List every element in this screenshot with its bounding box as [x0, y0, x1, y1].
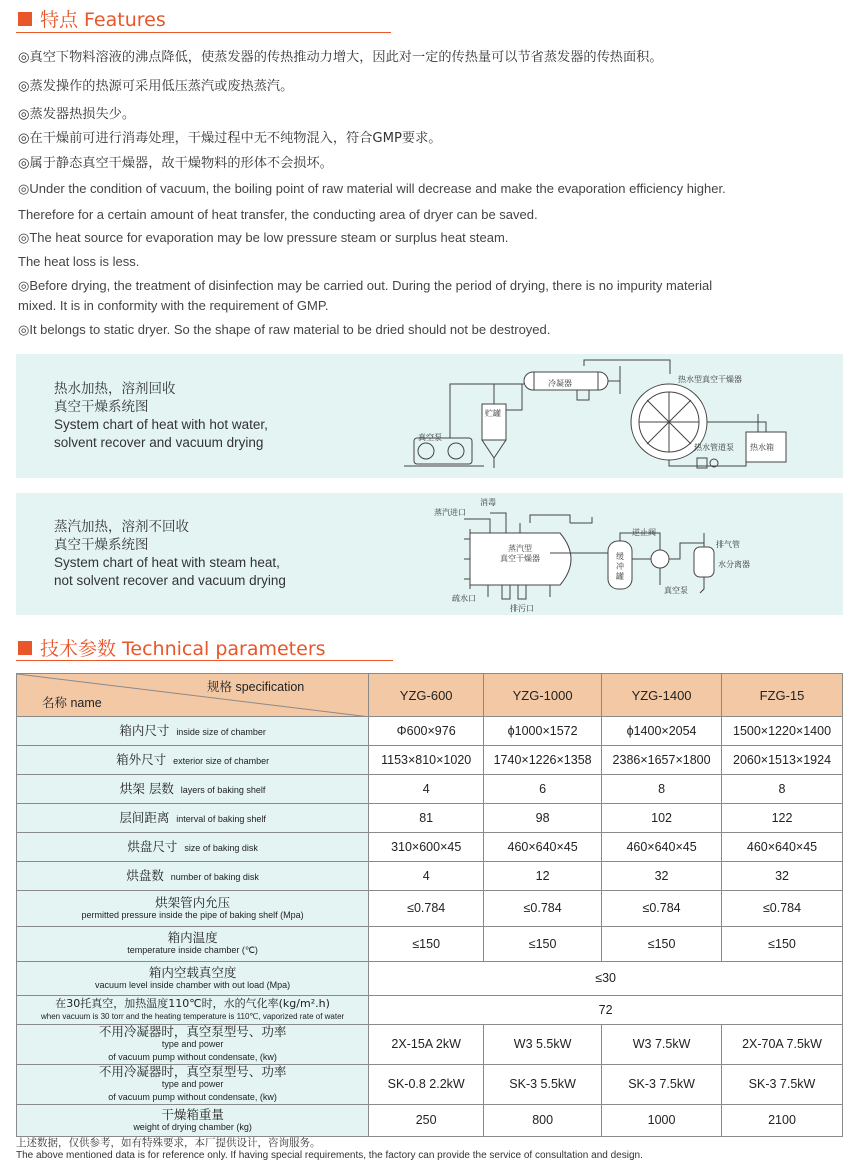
- label-hot-water-tank: 热水箱: [750, 443, 774, 452]
- table-cell: 8: [602, 775, 722, 804]
- section-square-icon: [18, 12, 32, 26]
- chart2-title-en-1: System chart of heat with steam heat,: [54, 555, 280, 570]
- section-square-icon-2: [18, 641, 32, 655]
- label-pipe-pump: 热水管道泵: [694, 443, 734, 452]
- row-label: 烘架管内允压 permitted pressure inside the pipe of baking shelf (Mpa): [17, 891, 369, 927]
- table-cell: ≤150: [484, 927, 602, 962]
- table-cell: 98: [484, 804, 602, 833]
- table-row: [17, 775, 843, 804]
- table-cell: 1500×1220×1400: [722, 717, 843, 746]
- table-cell: SK-3 7.5kW: [722, 1065, 843, 1105]
- table-cell: 2060×1513×1924: [722, 746, 843, 775]
- chart1-diagram: [394, 354, 824, 478]
- label-buffer-1: 缓: [616, 552, 624, 561]
- chart2-title: [54, 518, 286, 590]
- table-cell: ϕ1000×1572: [484, 717, 602, 746]
- table-cell: 32: [722, 862, 843, 891]
- feature-en-2: Therefore for a certain amount of heat transfer, the conducting area of dryer can be saved.: [18, 207, 538, 222]
- table-cell: 2386×1657×1800: [602, 746, 722, 775]
- label-exhaust: 排气管: [716, 540, 740, 549]
- table-cell: 1740×1226×1358: [484, 746, 602, 775]
- table-row: [17, 927, 843, 962]
- row-label: 干燥箱重量 weight of drying chamber (kg): [17, 1105, 369, 1137]
- label-disinfect: 消毒: [480, 498, 496, 507]
- label-tank: 贮罐: [485, 409, 501, 418]
- spec-table: [16, 673, 843, 1137]
- table-cell: 4: [369, 775, 484, 804]
- table-row: [17, 833, 843, 862]
- feature-zh-1: ◎真空下物料溶液的沸点降低，使蒸发器的传热推动力增大，因此对一定的传热量可以节省蒸发器的传热面积。: [18, 50, 663, 65]
- table-corner-cell: [17, 674, 369, 717]
- table-row: [17, 1105, 843, 1137]
- model-header: YZG-600: [369, 674, 484, 717]
- row-label: 箱外尺寸 exterior size of chamber: [17, 746, 369, 775]
- feature-en-3: ◎The heat source for evaporation may be low pressure steam or surplus heat steam.: [18, 230, 509, 245]
- table-cell: 460×640×45: [484, 833, 602, 862]
- row-label: 烘盘数 number of baking disk: [17, 862, 369, 891]
- feature-en-7: ◎It belongs to static dryer. So the shape of raw material to be dried should not be destroyed.: [18, 322, 551, 337]
- params-rule: [16, 660, 393, 661]
- label-vacuum-pump-1: 真空泵: [418, 433, 442, 442]
- table-cell: ϕ1400×2054: [602, 717, 722, 746]
- row-label: 不用冷凝器时，真空泵型号、功率 type and power of vacuum pump without condensate, (kw): [17, 1065, 369, 1105]
- table-cell: ≤0.784: [722, 891, 843, 927]
- chart2-diagram: [410, 493, 830, 615]
- table-cell: W3 7.5kW: [602, 1025, 722, 1065]
- label-steam-in: 蒸汽进口: [434, 508, 466, 517]
- label-drain: 疏水口: [452, 594, 476, 603]
- feature-en-4: The heat loss is less.: [18, 254, 140, 269]
- row-label: 箱内温度 temperature inside chamber (℃): [17, 927, 369, 962]
- feature-zh-4: ◎在干燥前可进行消毒处理，干燥过程中无不纯物混入，符合GMP要求。: [18, 131, 442, 146]
- table-cell: ≤0.784: [602, 891, 722, 927]
- corner-name: 名称 name: [42, 696, 102, 710]
- label-separator: 水分离器: [718, 560, 750, 569]
- footnote-en: The above mentioned data is for reference only. If having special requirements, the factory can provide the service of consultation and design.: [16, 1150, 643, 1161]
- chart1-title: [54, 380, 268, 452]
- table-cell: SK-3 7.5kW: [602, 1065, 722, 1105]
- chart2-title-zh-2: 真空干燥系统图: [54, 537, 149, 553]
- table-cell: 460×640×45: [722, 833, 843, 862]
- table-cell: 81: [369, 804, 484, 833]
- chart2-title-en-2: not solvent recover and vacuum drying: [54, 573, 286, 588]
- row-label: 不用冷凝器时，真空泵型号、功率 type and power of vacuum pump without condensate, (kw): [17, 1025, 369, 1065]
- features-rule: [16, 32, 391, 33]
- row-label: 层间距离 interval of baking shelf: [17, 804, 369, 833]
- table-row: [17, 1065, 843, 1105]
- feature-zh-2: ◎蒸发操作的热源可采用低压蒸汽或废热蒸汽。: [18, 79, 294, 94]
- chart1-title-en-1: System chart of heat with hot water,: [54, 417, 268, 432]
- table-cell: 4: [369, 862, 484, 891]
- label-hot-water-dryer: 热水型真空干燥器: [678, 375, 742, 384]
- table-cell: ≤150: [722, 927, 843, 962]
- table-cell: 2X-15A 2kW: [369, 1025, 484, 1065]
- row-label: 箱内尺寸 inside size of chamber: [17, 717, 369, 746]
- table-cell: 8: [722, 775, 843, 804]
- system-chart-panel-2: [16, 493, 843, 615]
- row-label: 在30托真空，加热温度110℃时，水的气化率(kg/m².h) when vacuum is 30 torr and the heating temperature is 110℃, vaporized rate of water: [17, 996, 369, 1025]
- feature-en-1: ◎Under the condition of vacuum, the boiling point of raw material will decrease and make the evaporation efficiency higher.: [18, 181, 726, 196]
- table-cell: 250: [369, 1105, 484, 1137]
- row-label: 烘架 层数 layers of baking shelf: [17, 775, 369, 804]
- table-cell: 102: [602, 804, 722, 833]
- table-cell-merged: 72: [369, 996, 843, 1025]
- table-cell: ≤0.784: [369, 891, 484, 927]
- footnote-zh: 上述数据，仅供参考，如有特殊要求，本厂提供设计，咨询服务。: [16, 1137, 321, 1149]
- table-row: [17, 962, 843, 996]
- table-cell: SK-3 5.5kW: [484, 1065, 602, 1105]
- row-label: 箱内空载真空度 vacuum level inside chamber with out load (Mpa): [17, 962, 369, 996]
- table-cell-merged: ≤30: [369, 962, 843, 996]
- params-header: [18, 634, 326, 661]
- table-cell: 1153×810×1020: [369, 746, 484, 775]
- chart1-title-en-2: solvent recover and vacuum drying: [54, 435, 264, 450]
- table-cell: 2X-70A 7.5kW: [722, 1025, 843, 1065]
- feature-zh-3: ◎蒸发器热损失少。: [18, 107, 136, 122]
- chart1-title-zh-1: 热水加热，溶剂回收: [54, 381, 176, 397]
- table-row: [17, 746, 843, 775]
- table-cell: 800: [484, 1105, 602, 1137]
- label-steam-dryer-1: 蒸汽型: [508, 544, 532, 553]
- table-cell: ≤150: [369, 927, 484, 962]
- label-buffer-3: 罐: [616, 572, 624, 581]
- feature-zh-5: ◎属于静态真空干燥器，故干燥物料的形体不会损坏。: [18, 156, 333, 171]
- label-sewage: 排污口: [510, 604, 534, 613]
- table-cell: W3 5.5kW: [484, 1025, 602, 1065]
- label-steam-dryer-2: 真空干燥器: [500, 554, 540, 563]
- label-condenser: 冷凝器: [548, 379, 572, 388]
- corner-spec: 规格 specification: [207, 680, 305, 694]
- table-cell: 2100: [722, 1105, 843, 1137]
- table-row: [17, 996, 843, 1025]
- table-cell: 32: [602, 862, 722, 891]
- chart1-title-zh-2: 真空干燥系统图: [54, 399, 149, 415]
- label-buffer-2: 冲: [616, 562, 624, 571]
- table-row: [17, 1025, 843, 1065]
- model-header: YZG-1400: [602, 674, 722, 717]
- table-cell: 6: [484, 775, 602, 804]
- table-cell: SK-0.8 2.2kW: [369, 1065, 484, 1105]
- table-header-row: [17, 674, 843, 717]
- table-cell: ≤0.784: [484, 891, 602, 927]
- table-cell: 310×600×45: [369, 833, 484, 862]
- table-row: [17, 804, 843, 833]
- system-chart-panel-1: [16, 354, 843, 478]
- model-header: FZG-15: [722, 674, 843, 717]
- table-cell: ≤150: [602, 927, 722, 962]
- features-title: 特点 Features: [40, 9, 166, 31]
- table-row: [17, 717, 843, 746]
- row-label: 烘盘尺寸 size of baking disk: [17, 833, 369, 862]
- table-cell: 460×640×45: [602, 833, 722, 862]
- feature-en-6: mixed. It is in conformity with the requirement of GMP.: [18, 298, 329, 313]
- table-cell: 12: [484, 862, 602, 891]
- table-cell: 122: [722, 804, 843, 833]
- model-header: YZG-1000: [484, 674, 602, 717]
- chart2-title-zh-1: 蒸汽加热，溶剂不回收: [54, 519, 189, 535]
- label-vacuum-pump-2: 真空泵: [664, 586, 688, 595]
- table-cell: 1000: [602, 1105, 722, 1137]
- table-row: [17, 862, 843, 891]
- features-header: [18, 5, 166, 32]
- params-title: 技术参数 Technical parameters: [40, 638, 326, 660]
- label-check-valve: 逆止阀: [632, 528, 656, 537]
- table-row: [17, 891, 843, 927]
- feature-en-5: ◎Before drying, the treatment of disinfection may be carried out. During the period of drying, there is no impurity material: [18, 278, 713, 293]
- table-cell: Φ600×976: [369, 717, 484, 746]
